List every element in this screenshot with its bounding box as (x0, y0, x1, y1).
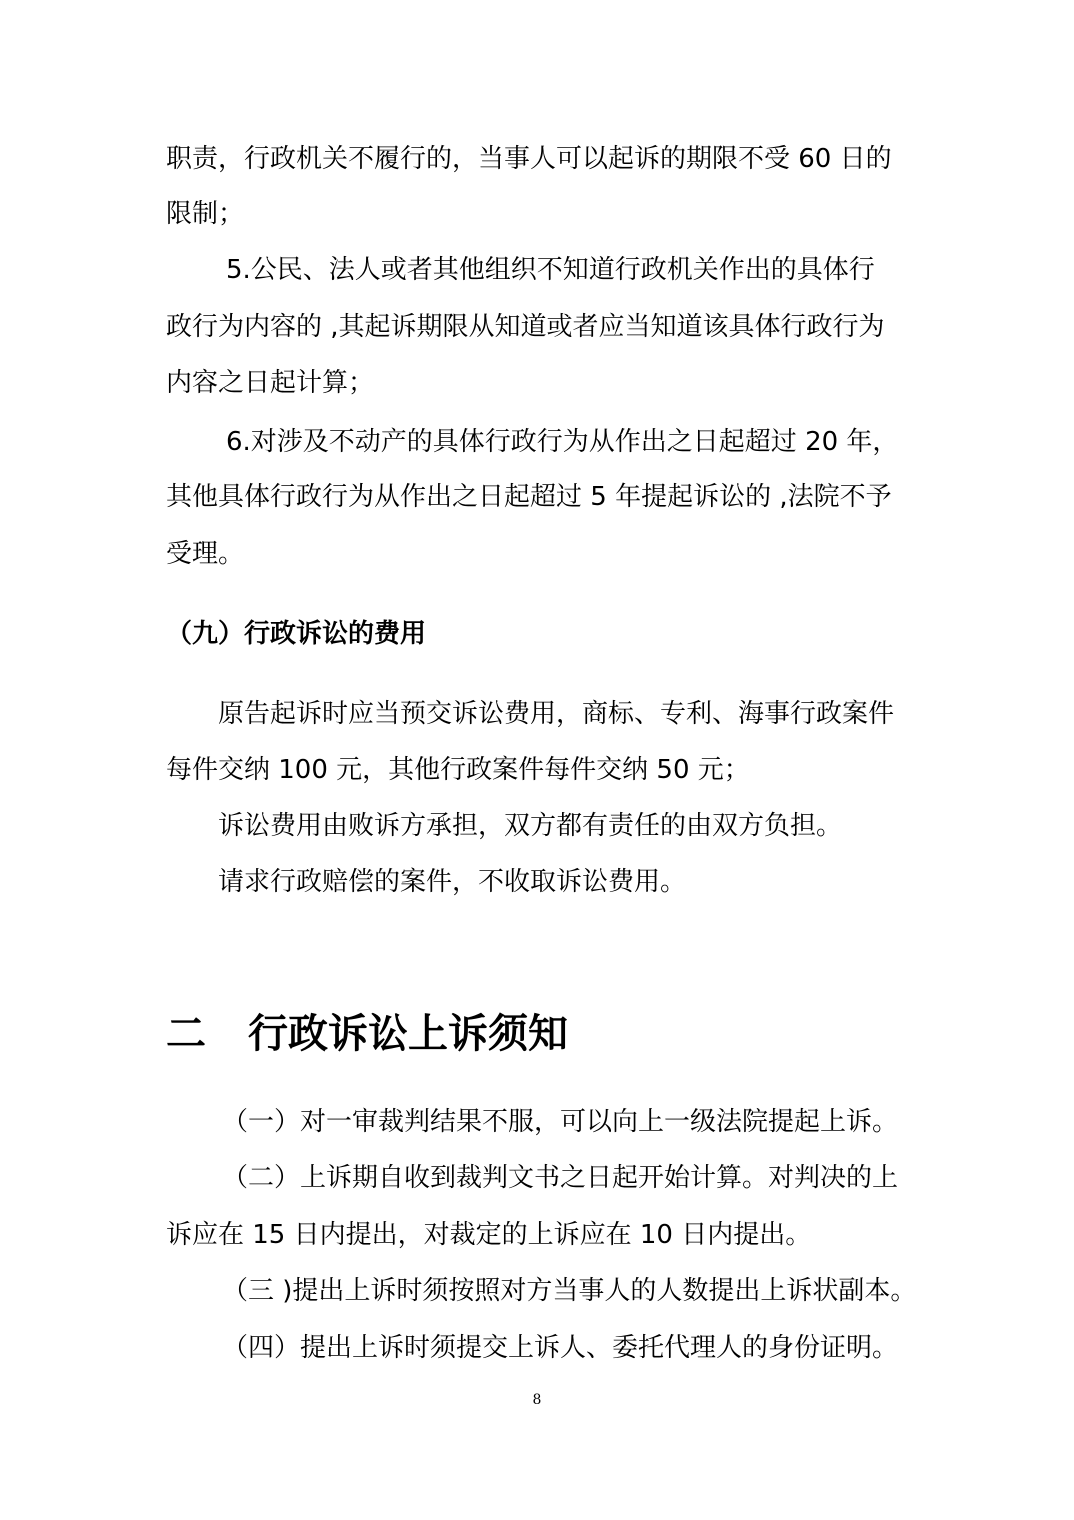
section-2-heading (166, 1010, 568, 1058)
appeal-item-4: （四）提出上诉时须提交上诉人、委托代理人的身份证明。 (222, 1333, 899, 1363)
section-9-line-4: 请求行政赔偿的案件，不收取诉讼费用。 (218, 867, 687, 897)
body-line-6: 6.对涉及不动产的具体行政行为从作出之日起超过 20 年， (226, 427, 899, 457)
section-9-heading: （九）行政诉讼的费用 (166, 619, 427, 649)
section-2-number: 二 (166, 1011, 206, 1057)
body-line-1: 职责，行政机关不履行的，当事人可以起诉的期限不受 60 日的 (166, 144, 892, 174)
page-number: 8 (532, 1392, 542, 1408)
appeal-item-3: （三 )提出上诉时须按照对方当事人的人数提出上诉状副本。 (222, 1276, 917, 1306)
body-line-7: 其他具体行政行为从作出之日起超过 5 年提起诉讼的 ,法院不予 (166, 482, 892, 512)
body-line-4: 政行为内容的 ,其起诉期限从知道或者应当知道该具体行政行为 (166, 312, 885, 342)
section-2-title: 行政诉讼上诉须知 (248, 1011, 568, 1057)
section-9-line-2: 每件交纳 100 元，其他行政案件每件交纳 50 元； (166, 755, 750, 785)
body-line-3: 5.公民、法人或者其他组织不知道行政机关作出的具体行 (226, 255, 875, 285)
body-line-5: 内容之日起计算； (166, 368, 375, 398)
appeal-item-1: （一）对一审裁判结果不服，可以向上一级法院提起上诉。 (222, 1107, 899, 1137)
section-9-line-1: 原告起诉时应当预交诉讼费用，商标、专利、海事行政案件 (218, 699, 895, 729)
body-line-8: 受理。 (166, 539, 245, 569)
body-line-2: 限制； (166, 199, 245, 229)
appeal-item-2-cont: 诉应在 15 日内提出，对裁定的上诉应在 10 日内提出。 (166, 1220, 812, 1250)
appeal-item-2: （二）上诉期自收到裁判文书之日起开始计算。对判决的上 (222, 1163, 899, 1193)
section-9-line-3: 诉讼费用由败诉方承担，双方都有责任的由双方负担。 (218, 811, 843, 841)
